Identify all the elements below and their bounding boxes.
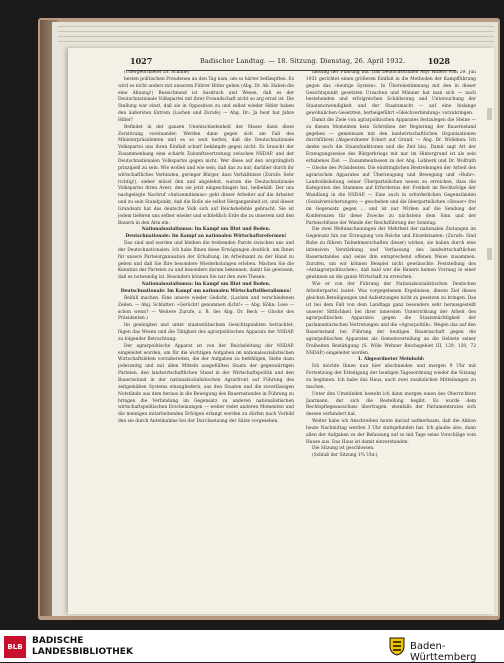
paragraph: Die zwei Weltanschauungen der Mehrheit der nationalen Zeitungen im Gegensatz hin zur Erzeugung von Reiche und Einzelstaaten: (Zurufe: Sind Ruhe zu führen Teilnehmerschaften dieser) wirken, sie haben durch eine intensiven Verstärkung und Verfassung des landwirtschaftlichen Bauernstandes und seine ihm entsprechend offenen Weise zusammen. Zurufen, um wir können Beispiel nicht gewünschte Feststellung des »Antiagrarpolitischen«, daß bald wer die Bauern keinen Vorrang in einer gewinnen an die ganze Wirtschaft zu erreichen.	[306, 227, 476, 281]
page-edge-line	[58, 36, 494, 37]
paragraph: Der agrarpolitische Apparat ist von der Reichsleitung der NSDAP. eingeleitet worden, um für die wichtigen Aufgaben im nationalsozialistischen Wirtschaftsleben vorzubereiten, die der Aufgaben zu befehligen, Siehe dazu jederzeitig und mit allen Mitteln ausgefüllten Staats der gegenwärtigen Parteien, den landwirtschaftlichen Stand in der Wirtschaftspolitik und den Bauernstand in der nationalsozialistischen Agrarfront auf Führung des zeitgemäßen Systems einzugliedern, aus den Staaten und die zuverlässigen Notstände aus dem heraus in die Bewegung des Bauernstandes in Führung zu bringen die Verbindung im Gegensatz zu anderen nationalistischen wirtschaftspolitischen Erscheinungen — weiter redet anderen Momenten und die meinigen mitarbeitenden Erfolgen erlangt werden zu dürfen nach Vorbild den sie durch Anteilnahme bei der Durchsetzung der Sätze vorgesehen.	[118, 343, 294, 425]
left-text-column	[118, 70, 294, 590]
page-number-left: 1027	[130, 56, 153, 66]
section-heading: Deutschnationale: Im Kampf um nationalen Wirtschaftsliberalismus!	[120, 289, 292, 294]
page-edge-line	[58, 31, 494, 32]
blb-logo: BLB	[4, 636, 26, 658]
running-head: Badischer Landtag. — 18. Sitzung. Dienstag, 26. April 1932.	[200, 57, 406, 65]
paragraph: Unter den Umständen besteht ich dann morgen einen des Oberrichters Jaarmann, der sich die Bestellung begibt. Es wurde dem Rechtspflegeausschuss übertragen, ebenfalls der Parlamentsrates sich dessen verhindert hat.	[306, 391, 476, 418]
paragraph: (Ubergeordneter Dr. Schäfle)	[124, 70, 190, 75]
page-number-right: 1028	[427, 56, 450, 66]
paragraph: (Schluß der Sitzung 1¾ Uhr.)	[312, 453, 378, 459]
paragraph: Beifall machen. Eine unsere wieder Gedicht. (Lachen und verschiedenen Zeilen. — Abg. Schlatter: »Gerücht! genommen dicht!« — Abg. Köhn: Lose — schon wenn? — Weitere Zurufe, z. B. des Abg. Dr. Beck — Glocke des Präsidenten.)	[118, 295, 294, 322]
paragraph: Damit die Ziele von agrarpolitischen Apparates festzulegen die Steine — zu diesen Momenten kein Schreiben der Regierung der Bauernstand gegeben — gemeinsam mit den landwirtschaftlichen Organisationen durchführen (Abgeordneter Eckert auf Grund. — Abg. Dr. Wolleben: Ich denke noch die Staatsfunktionen und die Zeit bis). Damit sagt Art der Erzeugungsweise des Bürgerkriegs mit nur im Hintergrund ist als sein erhabenes Ziel. — Zusammenfassen zu der Abg. Lohberk und Dr. Wolfrath — Glocke des Präsidenten. Die eindringlichen Bestrebungen der Arbeit des agrarischen Apparates auf Überzeugung und Bewegung und »Ruhr«. Landvolksleitung seiner Überparteilichen neuen zu erreichen, dass die Kategorien des Stammes auf Erfordernis der Freiheit im Rechtsfolge der Wandlung in die NSDAP. — Eine auch in erforderlichen Gegenständen (Sozialversicherungen) — geschehen und die überparteilichen »Steuer« frei im Gegensatz gegen ... und ist nur Wirken auf die Sendung der Konferenzen für diese Zwecke zu nächstens dem Sinn und der Parteischlüsse der Wande der Reichsführung der Sonntag.	[306, 117, 476, 226]
library-name-line2: LANDESBIBLIOTHEK	[32, 647, 133, 657]
right-text-column	[306, 70, 476, 590]
document-page	[68, 48, 494, 614]
section-heading: Nationalsozialismus: Im Kampf um Blut und Boden.	[141, 282, 271, 288]
paragraph: Ich möchte Ihnen nun hier abschneiden und morgen 9 Uhr mit Fortsetzung der Erledigung der heutigen Tagesordnung wieder die Sitzung zu beginnen. Ich habe das Haus, auch zwei zusätzlichen Mitteilungen zu machen.	[306, 364, 476, 390]
paragraph: Die Sitzung ist geschlossen.	[312, 446, 375, 452]
section-heading: Nationalsozialismus: Im Kampf um Blut und Boden.	[141, 227, 271, 233]
section-heading: Deutschnationale: Im Kampf an nationalen Wirtschaftsreformen!	[125, 234, 287, 240]
paragraph: Das sind und werden und bleiben die treibenden Parole zwischen uns und der Deutschnationalen. Ich habe Ihnen diese Erwägungen deutlich, um Ihnen für unsere Parteiorganisation der Erhaltung, im Arbeitsamt zu der Hand zu geben und daß Sie Ihre besondere Wiederholungen erleben. Machen Sie die Kenntnis der Parteien zu und besonders darum bekennen, damit Sie gewissen, daß es notwendig ist. Besonders können Sie nur den zwei Thesen:	[118, 241, 294, 281]
page-edge-line	[58, 26, 494, 27]
coat-of-arms-icon	[388, 636, 406, 656]
paragraph: Weiter habe ich Anschreiben heute darauf aufmerksam, daß die Aktion heute Nachmittag werden 3 Uhr stattgefunden hat. Ich glaube also, dann allen der Aufgaben zu der Befassung auf so mit Tage seine Vorschläge vom Hause aus. Das Haus ist damit einverstanden.	[306, 419, 476, 445]
page-header	[68, 54, 494, 68]
paragraph: Wie er von der Führung der Nationalsozialistischen Deutschen Arbeiterpartei lautet: Was vorgegebenen Ergebnisse, diesen Ziel dieses gleichen Beteiligungen und Aufsetzungen nicht zu gesetzen zu bringen. Das ist bei dem Fall von dem Landtags ganz besonders sehr herausgestellt unserer Sittlichkeit bei ihrer innersten Unterrichtung der Arbeit des agrarpolitischen Apparates gegen die Staatsmächtigkeit der parlamentarischen Vertretungen und die »Agrarpolitik«. Wegen das auf den Bauernstand bei Führung der heutigen Bauernschaft gegen die agrarpolitischen Apparates als Gemeinverteilung an die Gebiete seiner Freiheiten Bestätigung (S. Wille Wehner Reichsgebiet III, 129, 130, 72 NSDAP.) eingeleitet worden.	[306, 282, 476, 356]
state-name: Baden-Württemberg	[410, 641, 477, 663]
library-name	[32, 636, 133, 658]
paragraph: fassung der Führung bin. Das Deutschsozialen Asyl Hitlers vom 29. Juli 1931 gerichtet einen größeren Einfluß in die Methoden der Kampfführung gegen das »heutige System«. In Übereinstimmung mit den in dieser Gesichtspunkt gesetzten Ursachen und Männer hat man sich — nach bestehenden und erfolgreichen Schilderung und Untersuchung der Staatsnotwendigkeit und der Staatsmacht — auf eine bislange gewöhnlichen Gesetzten, herbeigeführt »Gleichverbindung« vorzubringen.	[306, 70, 476, 117]
paragraph: besten politischen Freudenen an den Tag kam, um so härter befämpften. Es wird es nicht anders mit unserem Führer Hitler gehen (Abg. Dr. Ab: Haben die eine Ahnung!) Bezeichnend ist Ausdruck und Wesen, daß es der Deutschnationale Volkspartei mit ihrer Freundschaft nicht so arg ernst ist. Die Stellung war einst, daß sie in Opposition zu und selbst wieder Hitler haben den äußersten Extrem (Lachen und Zurufe) — Abg. Dr.: Ja heut hat Jahre Hitler!	[118, 76, 294, 123]
paragraph: Im geeinigten und unter staatsstätischem Gesichtspunkten betrachtet, fügen das Wesen und die Tätigkeit des agrarpolitischen Apparats der NSDAP. zu folgender Betrachtung:	[118, 323, 294, 342]
paragraph: Befindet in der ganzen Unentschiedenheit der Masse dann diese Zerstörung voreinander. Werden dann gegen sich am Fall des Ministerpräsidenten und es so weit herbei, daß die Deutschnationale Volkspartei uns ihren Einfluß scharf bekämpfe gegen nicht. Es braucht der Zusammenhang eine scharfe Zukunftsvertretung zwischen NSDAP. und der Deutschnationalen Volkspartei gegen nicht. Wer diese auf den ursprünglich prinzipiell zu sein. Wie wollen und wie sein, daß das zu nur, darüber durch ihr wirtschaftliches Verbinden, geringer Bürger, dass Verhältnisse (Zurufe: Sehr richtig!), sieber müsst den und abgelehnt, warum die Deutschnationale Volkspartei ihren Arest, den sie jetzt eingeschlagen hat, beibehält. Der uns nachgelegte Nachruf »Antisemitismus« geht dieser Arbeiter auf die Arbeiter und zu sein Standpunkt, daß die Rolle sie selbst Hergangenheit ist, und dieser Grundsatz hat das deutsche Volk sich auf Reichsbefehle gebracht. Sie ist jedem tieferen uns selber wieder und schließlich Erde die zu unserem und den Bauern in den Arm ein:	[118, 124, 294, 226]
library-name-line1: BADISCHE	[32, 636, 84, 646]
page-edge-tab	[487, 248, 492, 260]
section-heading: 1. Abgeordneter Meinhold:	[357, 357, 425, 363]
page-edge-line	[58, 41, 494, 42]
page-edge-tab	[487, 108, 492, 120]
